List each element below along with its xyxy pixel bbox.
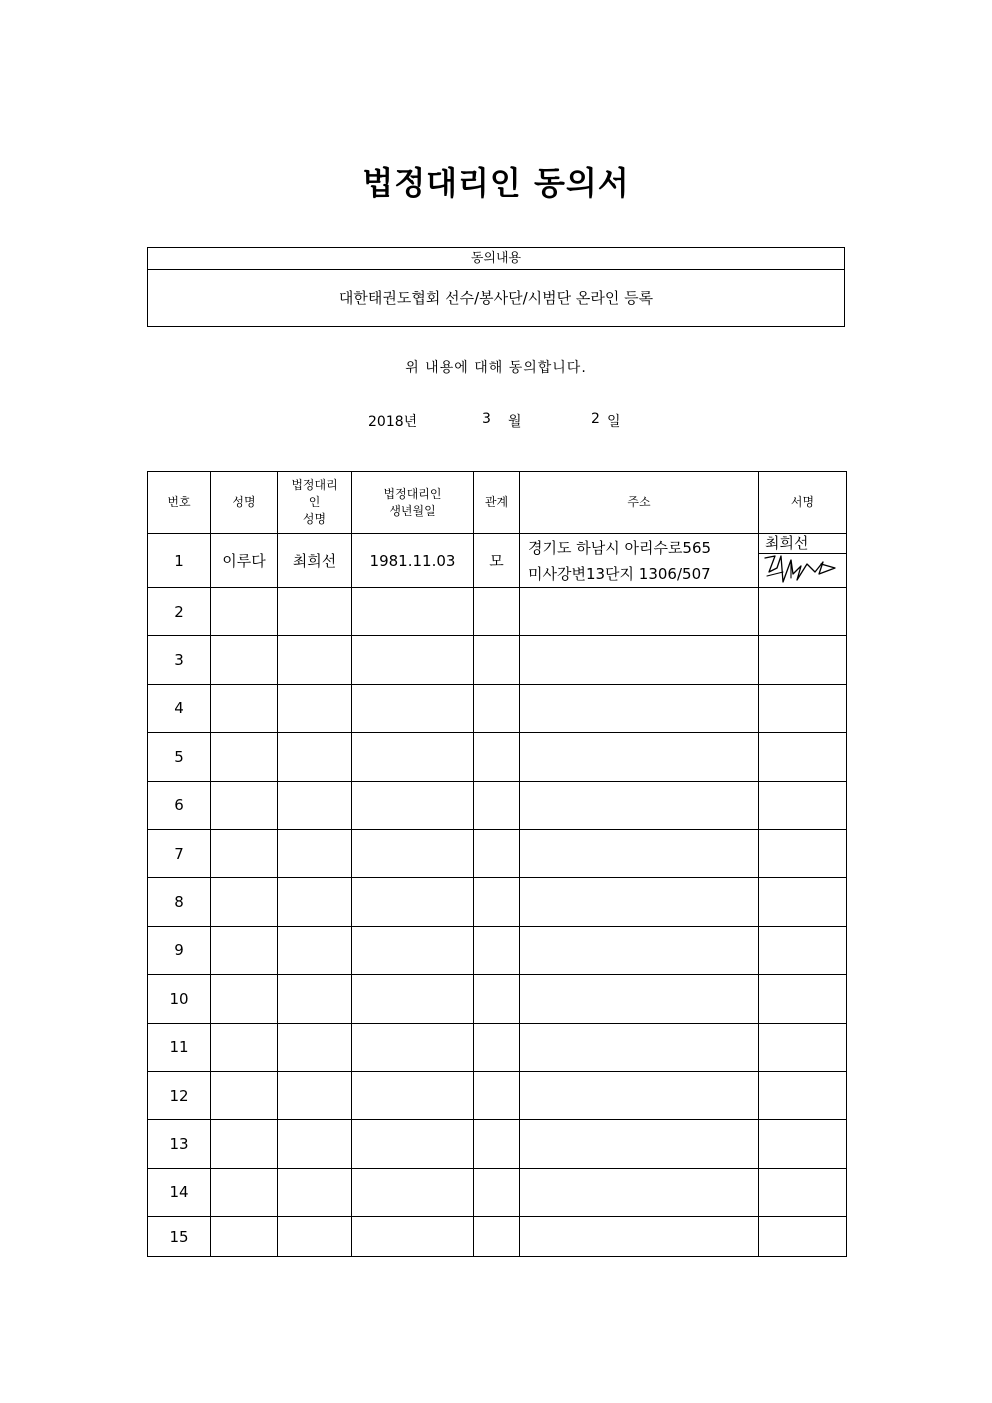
cell-signature — [759, 829, 847, 877]
cell-address — [520, 1120, 759, 1168]
table-row — [148, 829, 847, 877]
cell-address — [520, 829, 759, 877]
table-row — [148, 636, 847, 684]
cell-address — [520, 1023, 759, 1071]
cell-guardian-name — [278, 1168, 352, 1216]
cell-relation — [474, 1168, 520, 1216]
header-guardian-birth — [352, 472, 474, 534]
table-row — [148, 684, 847, 732]
cell-relation — [474, 878, 520, 926]
cell-signature — [759, 926, 847, 974]
header-guardian-name — [278, 472, 352, 534]
cell-guardian-birth — [352, 1023, 474, 1071]
cell-signature — [759, 733, 847, 781]
cell-signature — [759, 636, 847, 684]
cell-name — [211, 1023, 278, 1071]
cell-relation — [474, 1217, 520, 1257]
header-guardian-name-line3: 성명 — [302, 512, 327, 526]
cell-no: 14 — [148, 1168, 211, 1216]
cell-name — [211, 1217, 278, 1257]
cell-name — [211, 684, 278, 732]
table-row — [148, 1120, 847, 1168]
cell-guardian-birth — [352, 781, 474, 829]
cell-address — [520, 1217, 759, 1257]
cell-relation — [474, 1071, 520, 1119]
cell-relation — [474, 975, 520, 1023]
consent-header: 동의내용 — [148, 248, 844, 270]
header-guardian-birth-line1: 법정대리인 — [383, 486, 442, 501]
cell-relation — [474, 781, 520, 829]
date-month-value: 3 — [482, 411, 491, 427]
table-row — [148, 926, 847, 974]
header-no: 번호 — [148, 472, 211, 534]
cell-signature — [759, 684, 847, 732]
consent-content: 대한태권도협회 선수/봉사단/시범단 온라인 등록 — [338, 289, 654, 307]
cell-no: 11 — [148, 1023, 211, 1071]
table-row — [148, 781, 847, 829]
cell-signature — [759, 534, 847, 588]
cell-address — [520, 975, 759, 1023]
date-month-label: 월 — [508, 414, 522, 430]
agreement-statement: 위 내용에 대해 동의합니다. — [405, 360, 587, 376]
cell-guardian-birth — [352, 684, 474, 732]
cell-no: 2 — [148, 588, 211, 636]
table-row — [148, 1168, 847, 1216]
cell-guardian-birth — [352, 1071, 474, 1119]
table-row — [148, 1023, 847, 1071]
cell-guardian-name — [278, 1217, 352, 1257]
cell-no: 8 — [148, 878, 211, 926]
cell-guardian-name — [278, 1071, 352, 1119]
cell-name — [211, 733, 278, 781]
cell-guardian-name — [278, 878, 352, 926]
table-row — [148, 588, 847, 636]
cell-signature — [759, 1120, 847, 1168]
cell-signature — [759, 1168, 847, 1216]
cell-address — [520, 733, 759, 781]
table-row — [148, 733, 847, 781]
cell-signature — [759, 781, 847, 829]
cell-no: 5 — [148, 733, 211, 781]
cell-address — [520, 926, 759, 974]
address-line1: 경기도 하남시 아리수로565 — [528, 538, 712, 557]
cell-no: 4 — [148, 684, 211, 732]
cell-guardian-name — [278, 684, 352, 732]
cell-name — [211, 1168, 278, 1216]
header-guardian-name-line2: 인 — [308, 495, 321, 509]
cell-guardian-name — [278, 1120, 352, 1168]
cell-relation — [474, 636, 520, 684]
cell-guardian-birth — [352, 588, 474, 636]
table-row — [148, 975, 847, 1023]
cell-address — [520, 878, 759, 926]
cell-guardian-name — [278, 781, 352, 829]
cell-name — [211, 636, 278, 684]
date-day-value: 2 — [591, 411, 600, 427]
header-signature: 서명 — [759, 472, 847, 534]
cell-relation: 모 — [474, 534, 520, 588]
cell-relation — [474, 926, 520, 974]
cell-address — [520, 781, 759, 829]
cell-name — [211, 1120, 278, 1168]
cell-signature — [759, 1071, 847, 1119]
header-guardian-birth-line2: 생년월일 — [389, 503, 436, 518]
cell-guardian-name — [278, 1023, 352, 1071]
cell-no: 6 — [148, 781, 211, 829]
cell-name — [211, 781, 278, 829]
cell-relation — [474, 1120, 520, 1168]
cell-name — [211, 829, 278, 877]
handwritten-signature — [761, 552, 841, 588]
table-row — [148, 1217, 847, 1257]
consent-box — [147, 247, 845, 327]
cell-signature — [759, 1023, 847, 1071]
cell-no: 1 — [148, 534, 211, 588]
cell-address — [520, 534, 759, 588]
cell-name: 이루다 — [211, 534, 278, 588]
cell-relation — [474, 1023, 520, 1071]
cell-guardian-birth — [352, 829, 474, 877]
cell-no: 10 — [148, 975, 211, 1023]
cell-guardian-name: 최희선 — [278, 534, 352, 588]
cell-guardian-name — [278, 588, 352, 636]
cell-address — [520, 588, 759, 636]
cell-guardian-birth — [352, 926, 474, 974]
header-relation: 관계 — [474, 472, 520, 534]
cell-signature — [759, 878, 847, 926]
cell-relation — [474, 684, 520, 732]
header-guardian-name-line1: 법정대리 — [291, 478, 338, 492]
cell-address — [520, 1071, 759, 1119]
cell-no: 13 — [148, 1120, 211, 1168]
cell-guardian-birth: 1981.11.03 — [352, 534, 474, 588]
cell-relation — [474, 733, 520, 781]
cell-guardian-name — [278, 975, 352, 1023]
header-name: 성명 — [211, 472, 278, 534]
cell-guardian-birth — [352, 636, 474, 684]
date-year: 2018년 — [368, 414, 418, 430]
cell-address — [520, 1168, 759, 1216]
cell-signature — [759, 588, 847, 636]
cell-name — [211, 926, 278, 974]
cell-relation — [474, 829, 520, 877]
table-row — [148, 1071, 847, 1119]
cell-name — [211, 1071, 278, 1119]
cell-no: 9 — [148, 926, 211, 974]
cell-guardian-birth — [352, 733, 474, 781]
page-title: 법정대리인 동의서 — [362, 164, 630, 202]
cell-name — [211, 878, 278, 926]
table-row — [148, 534, 847, 588]
cell-signature — [759, 1217, 847, 1257]
header-address: 주소 — [520, 472, 759, 534]
cell-signature — [759, 975, 847, 1023]
cell-no: 12 — [148, 1071, 211, 1119]
address-line2: 미사강변13단지 1306/507 — [528, 564, 711, 583]
guardian-table — [147, 471, 847, 1257]
cell-relation — [474, 588, 520, 636]
cell-guardian-name — [278, 926, 352, 974]
date-day-label: 일 — [607, 414, 621, 430]
cell-address — [520, 636, 759, 684]
cell-guardian-birth — [352, 975, 474, 1023]
cell-guardian-name — [278, 636, 352, 684]
cell-guardian-name — [278, 829, 352, 877]
cell-name — [211, 588, 278, 636]
table-row — [148, 878, 847, 926]
cell-address — [520, 684, 759, 732]
cell-guardian-birth — [352, 1168, 474, 1216]
cell-guardian-birth — [352, 1120, 474, 1168]
cell-guardian-name — [278, 733, 352, 781]
table-header-row — [148, 472, 847, 534]
cell-name — [211, 975, 278, 1023]
cell-guardian-birth — [352, 878, 474, 926]
signature-name: 최희선 — [759, 534, 846, 554]
cell-guardian-birth — [352, 1217, 474, 1257]
cell-no: 7 — [148, 829, 211, 877]
cell-no: 15 — [148, 1217, 211, 1257]
cell-no: 3 — [148, 636, 211, 684]
